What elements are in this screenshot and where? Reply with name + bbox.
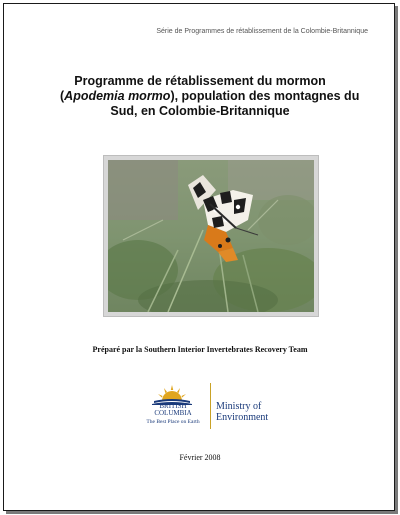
bc-wordmark xyxy=(148,403,198,417)
species-name: Apodemia mormo xyxy=(64,89,171,103)
bc-logo-block xyxy=(140,377,204,433)
prepared-by: Préparé par la Southern Interior Invertebrates Recovery Team xyxy=(92,345,308,354)
cover-photo-frame xyxy=(103,155,319,317)
bc-sun-logo-icon xyxy=(140,377,204,405)
butterfly-photo xyxy=(108,160,314,312)
ministry-line1: Ministry of xyxy=(216,401,262,412)
bc-tagline: The Best Place on Earth xyxy=(146,419,200,425)
title-line-2 xyxy=(60,89,360,104)
document-title xyxy=(60,74,360,119)
title-paren-open: ( xyxy=(60,89,65,103)
bc-wordmark-line1: BRITISH xyxy=(159,402,187,410)
publication-date: Février 2008 xyxy=(179,453,221,462)
series-header: Série de Programmes de rétablissement de la Colombie-Britannique xyxy=(156,28,368,35)
ministry-line2: Environment xyxy=(216,412,269,423)
bc-wordmark-line2: COLUMBIA xyxy=(154,409,192,417)
bc-government-logo xyxy=(140,377,290,433)
title-line-1: Programme de rétablissement du mormon xyxy=(74,74,326,88)
title-line-2-rest: ), population des montagnes du xyxy=(170,89,360,103)
ministry-name xyxy=(216,401,296,423)
title-line-3: Sud, en Colombie-Britannique xyxy=(110,104,290,118)
butterfly-photo-image xyxy=(108,160,314,312)
logo-divider xyxy=(210,383,211,429)
